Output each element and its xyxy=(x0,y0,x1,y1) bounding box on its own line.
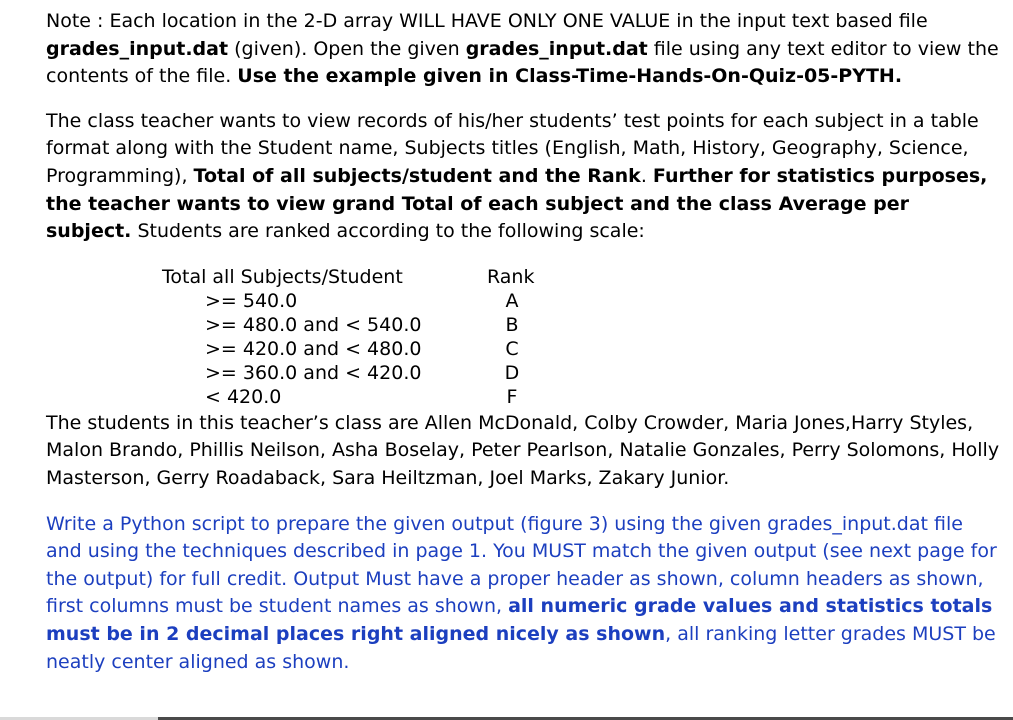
note-text-3: file using any text editor to view the contents of the file. xyxy=(46,37,999,88)
rank-condition: >= 540.0 xyxy=(205,289,298,312)
rank-letter: A xyxy=(505,289,519,312)
note-example-reference: Use the example given in Class-Time-Hands-On-Quiz-05-PYTH. xyxy=(237,65,903,88)
task-paragraph xyxy=(46,511,1001,677)
teacher-paragraph xyxy=(46,108,1001,246)
teacher-text-2: . xyxy=(640,164,653,187)
rank-row xyxy=(162,289,1001,313)
rank-header-condition: Total all Subjects/Student xyxy=(162,265,403,288)
rank-row xyxy=(162,361,1001,385)
note-text-1: Note : Each location in the 2-D array WILL HAVE ONLY ONE VALUE in the input text based file xyxy=(46,10,928,32)
rank-row xyxy=(162,337,1001,361)
task-text-1: Write a Python script to prepare the given output (figure 3) using the given grades_input.dat file and using the techniques described in page 1. You MUST match the given output (see next page for the output) for full credit. Output Must have a proper header as shown, column headers as shown, first columns must be student names as shown, xyxy=(46,512,997,618)
students-paragraph: The students in this teacher’s class are Allen McDonald, Colby Crowder, Maria Jones,Harry Styles, Malon Brando, Phillis Neilson, Asha Boselay, Peter Pearlson, Natalie Gonzales, Perry Solomons, Holly Masterson, Gerry Roadaback, Sara Heiltzman, Joel Marks, Zakary Junior. xyxy=(46,411,1000,489)
rank-header-row xyxy=(162,265,1001,289)
teacher-text-1: The class teacher wants to view records of his/her students’ test points for each subject in a table format along with the Student name, Subjects titles (English, Math, History, Geography, Science, Programming), xyxy=(46,109,979,187)
rank-letter: D xyxy=(504,361,520,384)
rank-condition: >= 480.0 and < 540.0 xyxy=(205,313,422,336)
rank-scale-table xyxy=(162,265,1001,409)
rank-row xyxy=(162,313,1001,337)
rank-letter: F xyxy=(506,385,518,408)
teacher-text-3: Students are ranked according to the following scale: xyxy=(131,220,645,243)
rank-condition: >= 360.0 and < 420.0 xyxy=(205,361,422,384)
rank-condition: < 420.0 xyxy=(205,385,282,408)
document-page xyxy=(46,8,1001,676)
rank-condition: >= 420.0 and < 480.0 xyxy=(205,337,422,360)
note-paragraph xyxy=(46,8,1001,91)
task-bold-requirement: all numeric grade values and statistics totals must be in 2 decimal places right aligned nicely as shown xyxy=(46,595,993,645)
rank-header-rank: Rank xyxy=(487,265,535,288)
note-filename-1: grades_input.dat xyxy=(46,37,229,60)
note-text-2: (given). Open the given xyxy=(228,37,466,60)
task-text-2: , all ranking letter grades MUST be neatly center aligned as shown. xyxy=(46,622,996,673)
teacher-bold-2: Further for statistics purposes, the teacher wants to view grand Total of each subject and the class Average per subject. xyxy=(46,164,988,243)
teacher-bold-1: Total of all subjects/student and the Rank xyxy=(193,164,641,187)
note-filename-2: grades_input.dat xyxy=(465,37,648,60)
rank-letter: C xyxy=(505,337,519,360)
rank-row xyxy=(162,385,1001,409)
rank-letter: B xyxy=(505,313,519,336)
